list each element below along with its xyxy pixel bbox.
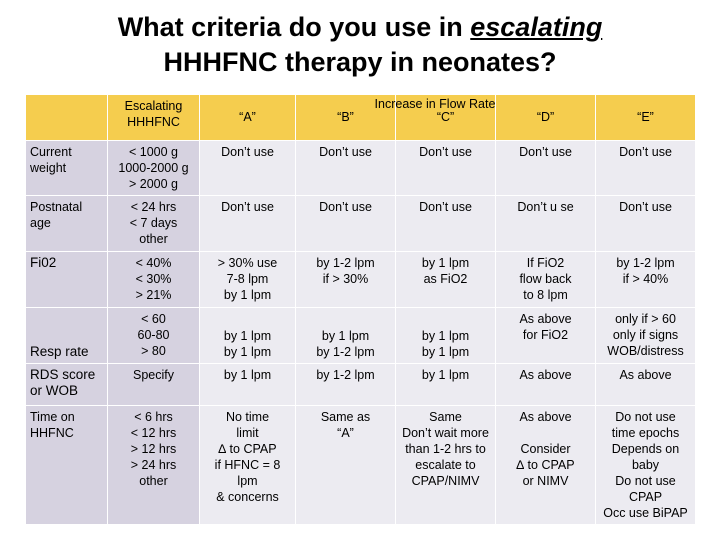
title-emphasis: escalating [470, 12, 603, 42]
criteria-table [25, 94, 696, 525]
row-label: Resp rate [26, 308, 108, 364]
header-d: “D” [496, 95, 596, 141]
cell-b: by 1-2 lpm if > 30% [296, 252, 396, 308]
cell-d: Don’t use [496, 141, 596, 196]
cell-b: Same as “A” [296, 406, 396, 525]
cell-b: Don’t use [296, 141, 396, 196]
row-criteria: < 1000 g 1000-2000 g > 2000 g [108, 141, 200, 196]
cell-e: only if > 60 only if signs WOB/distress [596, 308, 696, 364]
cell-a: by 1 lpm [200, 364, 296, 406]
row-criteria: < 60 60-80 > 80 [108, 308, 200, 364]
cell-e: Do not use time epochs Depends on baby Do not use CPAP Occ use BiPAP [596, 406, 696, 525]
table-row [26, 406, 696, 525]
row-label: RDS score or WOB [26, 364, 108, 406]
table-row [26, 196, 696, 252]
cell-c: by 1 lpm [396, 364, 496, 406]
table-row [26, 141, 696, 196]
header-a: “A” [200, 95, 296, 141]
title-line-1 [0, 10, 720, 45]
cell-c: Don’t use [396, 141, 496, 196]
cell-b: Don’t use [296, 196, 396, 252]
cell-c: Same Don’t wait more than 1-2 hrs to escalate to CPAP/NIMV [396, 406, 496, 525]
table-row [26, 308, 696, 364]
cell-c: Don’t use [396, 196, 496, 252]
header-corner [26, 95, 108, 141]
row-criteria: < 6 hrs < 12 hrs > 12 hrs > 24 hrs other [108, 406, 200, 525]
cell-e: by 1-2 lpm if > 40% [596, 252, 696, 308]
header-e: “E” [596, 95, 696, 141]
row-criteria: < 24 hrs < 7 days other [108, 196, 200, 252]
row-label: Time on HHFNC [26, 406, 108, 525]
table-row [26, 364, 696, 406]
cell-d: As above Consider ∆ to CPAP or NIMV [496, 406, 596, 525]
row-label: Postnatal age [26, 196, 108, 252]
table-row [26, 252, 696, 308]
cell-d: If FiO2 flow back to 8 lpm [496, 252, 596, 308]
cell-c: by 1 lpm by 1 lpm [396, 308, 496, 364]
row-label: Fi02 [26, 252, 108, 308]
cell-b: by 1-2 lpm [296, 364, 396, 406]
cell-d: As above [496, 364, 596, 406]
cell-a: Don’t use [200, 141, 296, 196]
cell-b: by 1 lpm by 1-2 lpm [296, 308, 396, 364]
cell-a: by 1 lpm by 1 lpm [200, 308, 296, 364]
row-criteria: < 40% < 30% > 21% [108, 252, 200, 308]
slide-title [0, 10, 720, 80]
cell-d: As above for FiO2 [496, 308, 596, 364]
header-b: “B” [296, 95, 396, 141]
cell-e: Don’t use [596, 196, 696, 252]
header-c: “C” [396, 95, 496, 141]
cell-e: Don’t use [596, 141, 696, 196]
cell-e: As above [596, 364, 696, 406]
cell-a: No time limit ∆ to CPAP if HFNC = 8 lpm & concerns [200, 406, 296, 525]
cell-c: by 1 lpm as FiO2 [396, 252, 496, 308]
flow-rate-label: Increase in Flow Rate [374, 97, 496, 111]
row-label: Current weight [26, 141, 108, 196]
cell-a: > 30% use 7-8 lpm by 1 lpm [200, 252, 296, 308]
row-criteria: Specify [108, 364, 200, 406]
title-prefix: What criteria do you use in [117, 12, 471, 42]
cell-a: Don’t use [200, 196, 296, 252]
title-line-2: HHHFNC therapy in neonates? [163, 47, 557, 77]
cell-d: Don’t u se [496, 196, 596, 252]
header-criteria: Escalating HHHFNC [108, 95, 200, 141]
